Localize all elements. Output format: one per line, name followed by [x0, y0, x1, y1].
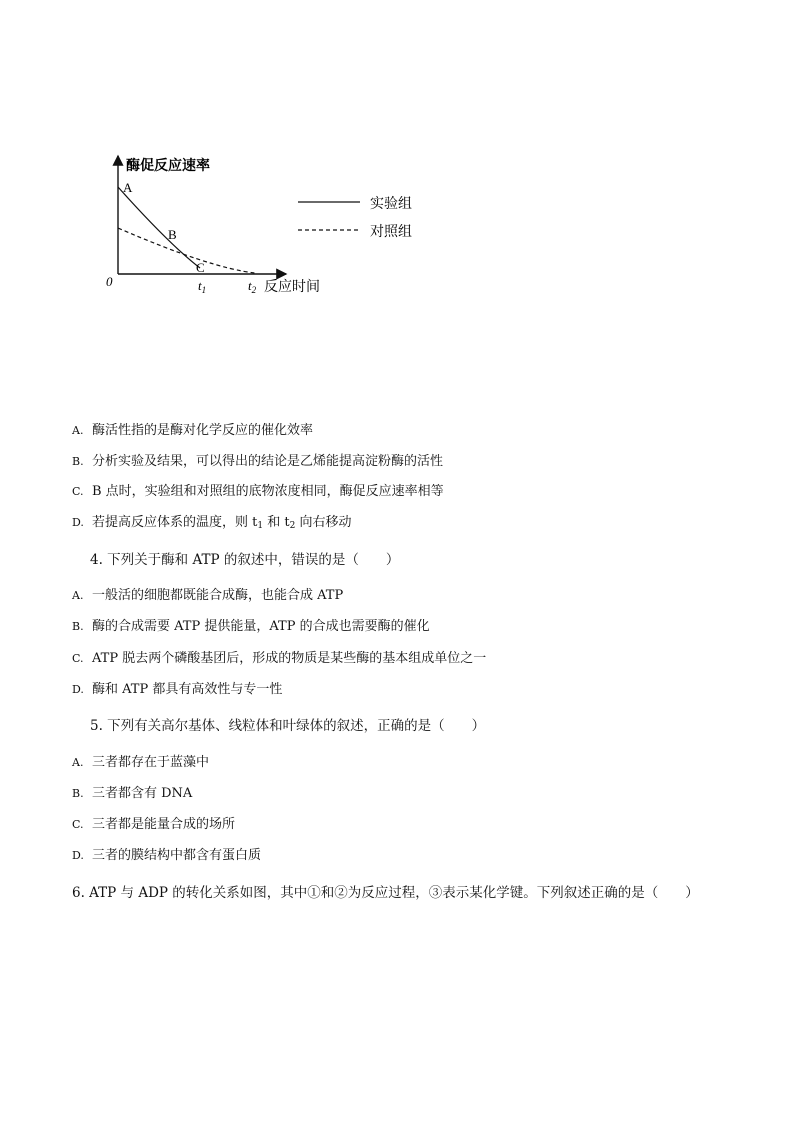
t2-label: $t_2$ — [248, 278, 257, 295]
q5-option-d: D. 三者的膜结构中都含有蛋白质 — [72, 848, 262, 863]
point-c-label: C — [196, 260, 205, 275]
q3-option-c: C. B 点时，实验组和对照组的底物浓度相同，酶促反应速率相等 — [72, 484, 444, 499]
legend-solid-label: 实验组 — [370, 196, 412, 212]
enzyme-rate-graph — [100, 150, 440, 310]
point-a-label: A — [123, 180, 133, 195]
graph-svg — [100, 150, 440, 310]
t1-label: $t_1$ — [198, 278, 207, 295]
origin-label: 0 — [106, 274, 113, 289]
q3-option-a: A. 酶活性指的是酶对化学反应的催化效率 — [72, 423, 314, 438]
q5-option-c: C. 三者都是能量合成的场所 — [72, 817, 236, 832]
q4-option-a: A. 一般活的细胞都既能合成酶，也能合成 ATP — [72, 588, 344, 603]
q4-option-c: C. ATP 脱去两个磷酸基团后，形成的物质是某些酶的基本组成单位之一 — [72, 651, 487, 666]
experimental-curve — [118, 187, 200, 268]
q4-option-d: D. 酶和 ATP 都具有高效性与专一性 — [72, 682, 283, 697]
point-b-label: B — [168, 227, 177, 242]
q4-option-b: B. 酶的合成需要 ATP 提供能量，ATP 的合成也需要酶的催化 — [72, 619, 430, 634]
q3-option-b: B. 分析实验及结果，可以得出的结论是乙烯能提高淀粉酶的活性 — [72, 454, 444, 469]
q3-option-d: D. 若提高反应体系的温度，则 $t_1$ 和 $t_2$ 向右移动 — [72, 515, 352, 531]
x-axis-label: 反应时间 — [264, 279, 320, 295]
legend-dashed-label: 对照组 — [370, 224, 412, 240]
q4-stem: 4. 下列关于酶和 ATP 的叙述中，错误的是（ ） — [90, 552, 400, 568]
q5-option-a: A. 三者都存在于蓝藻中 — [72, 755, 210, 770]
q5-stem: 5. 下列有关高尔基体、线粒体和叶绿体的叙述，正确的是（ ） — [90, 718, 486, 734]
q6-stem: 6. ATP 与 ADP 的转化关系如图，其中①和②为反应过程，③表示某化学键。下列叙述正确的是（ ） — [72, 885, 699, 901]
control-curve — [118, 228, 255, 273]
y-axis-label: 酶促反应速率 — [126, 158, 210, 174]
q5-option-b: B. 三者都含有 DNA — [72, 786, 193, 801]
